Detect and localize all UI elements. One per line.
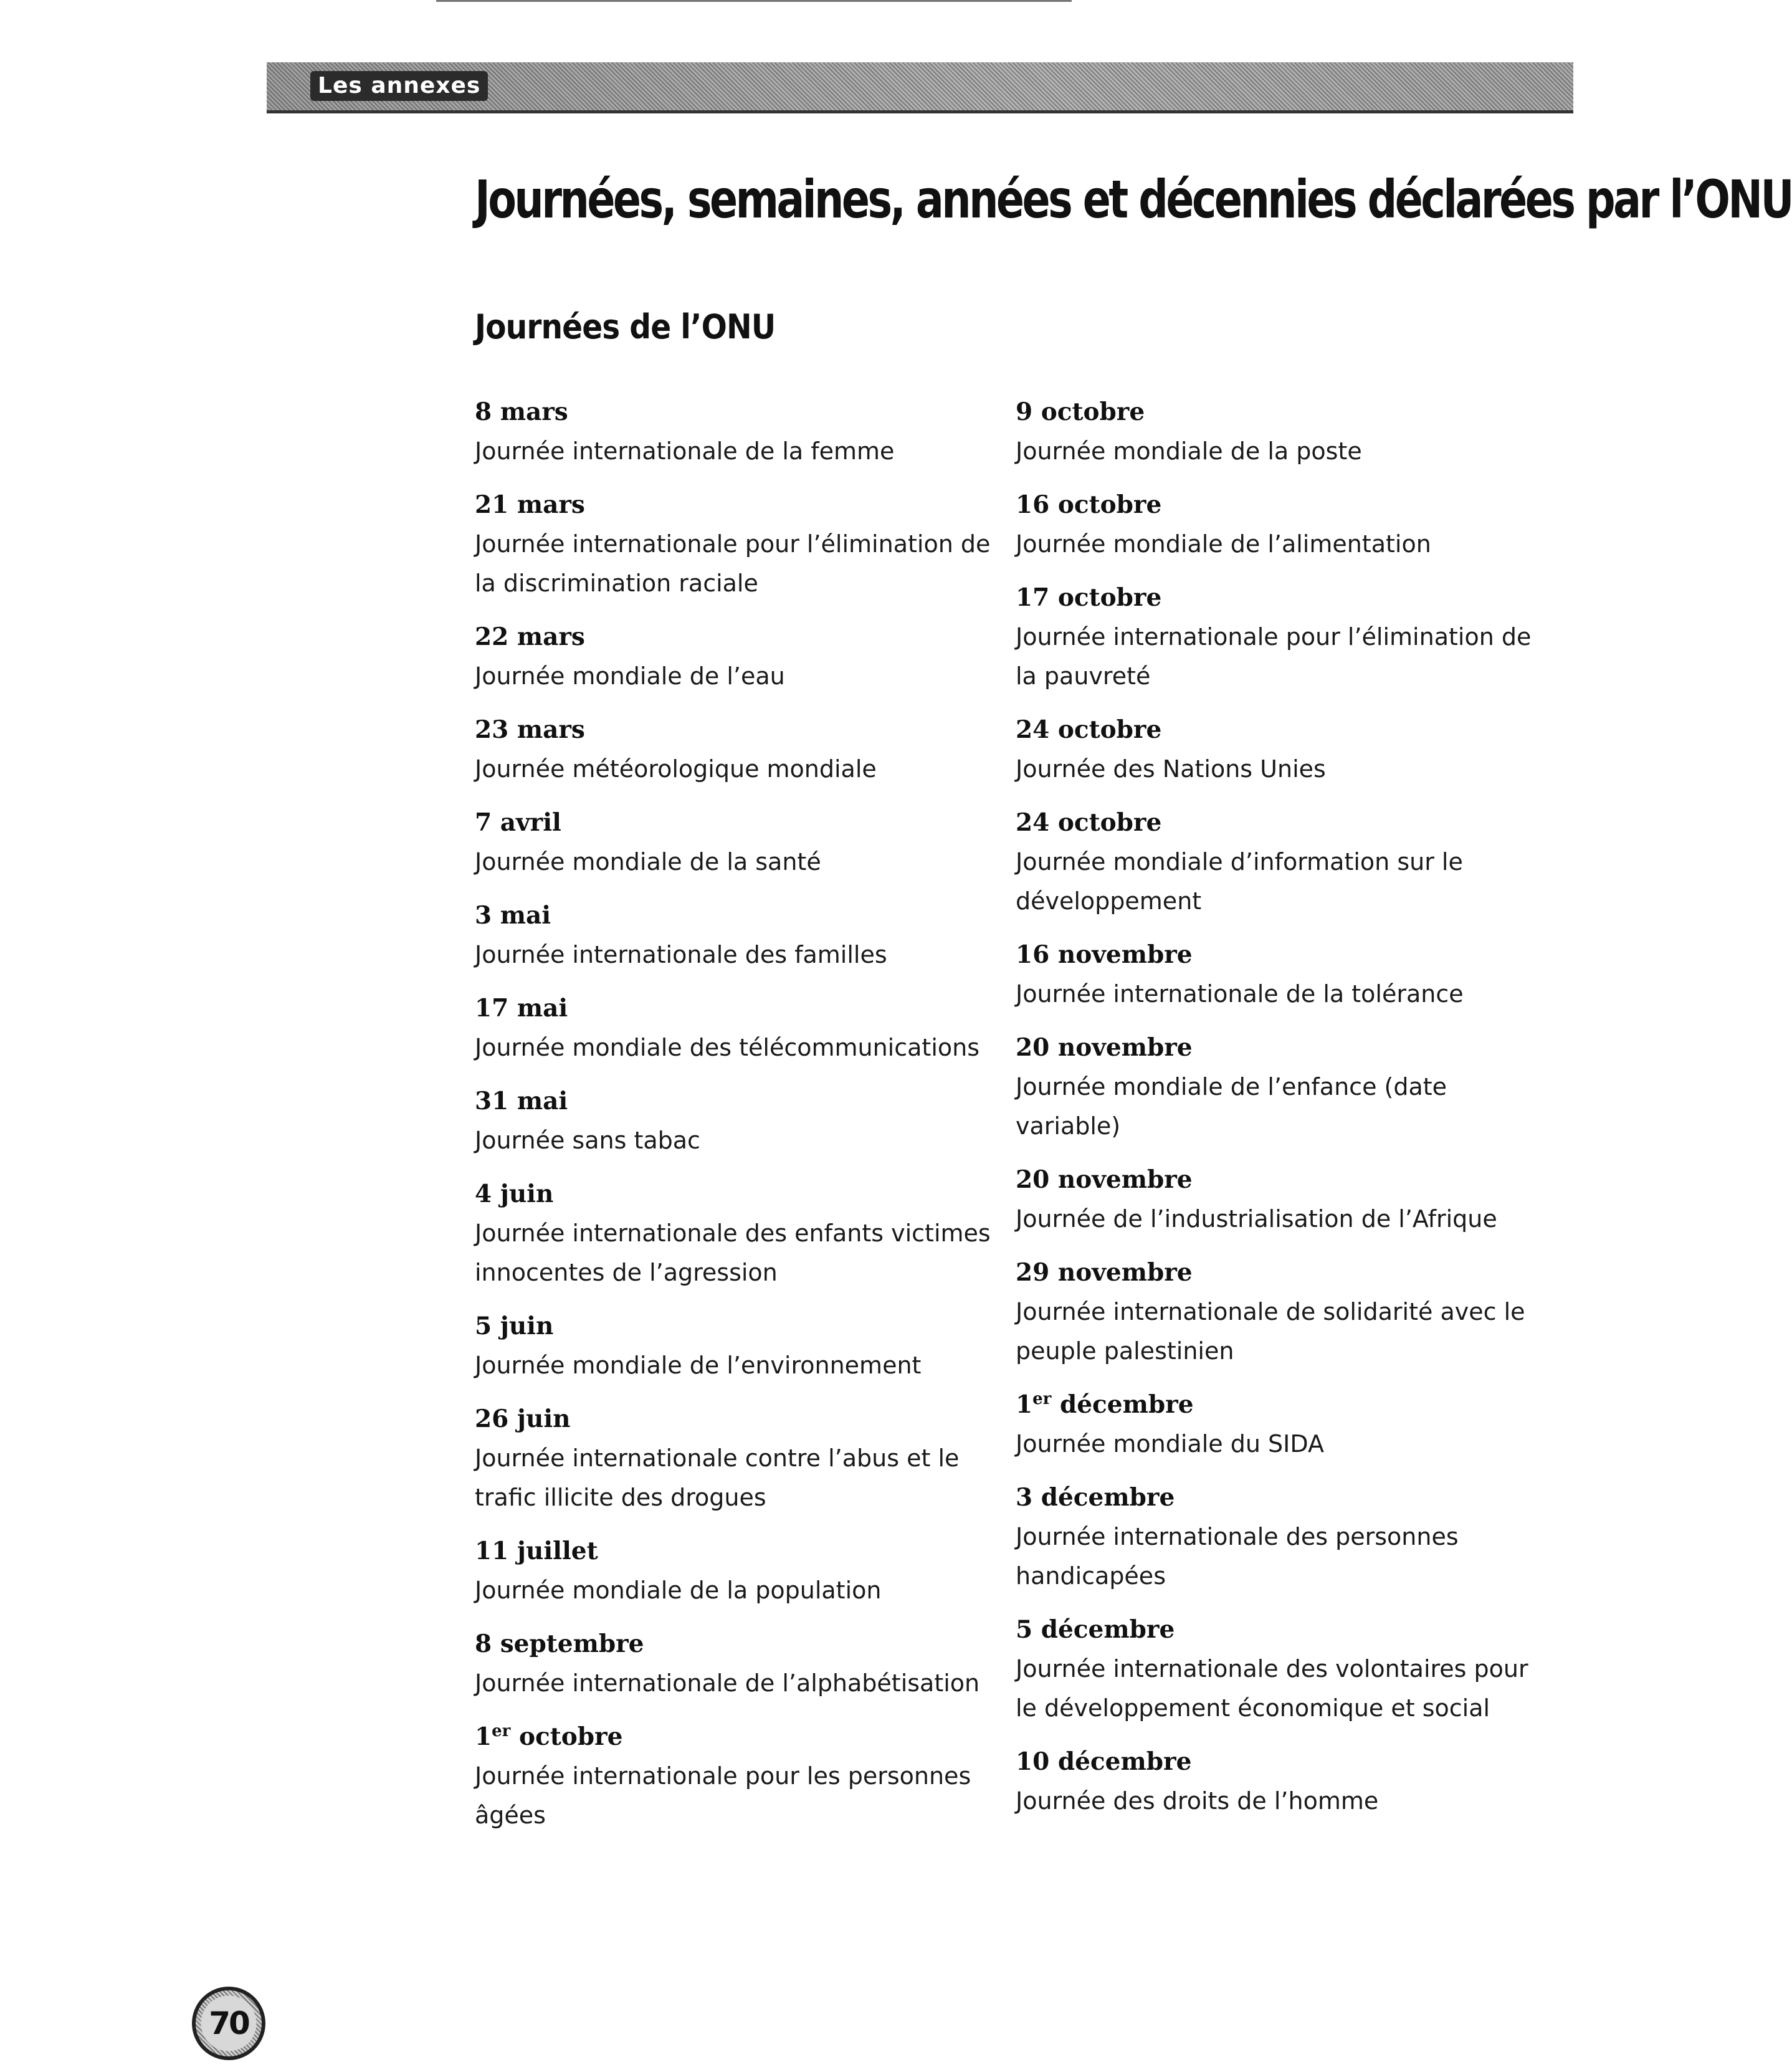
entry-name: Journée internationale de la femme xyxy=(475,437,895,465)
entry-name: Journée mondiale d’information sur le développement xyxy=(1016,848,1463,915)
list-item xyxy=(1016,578,1551,696)
entry-day: 26 juin xyxy=(475,1405,571,1433)
section-label: Les annexes xyxy=(310,71,488,101)
entry-name: Journée mondiale du SIDA xyxy=(1016,1430,1324,1458)
page-number-badge xyxy=(192,1987,265,2060)
entry-date xyxy=(475,989,1011,1028)
entry-date xyxy=(475,710,1011,750)
list-item xyxy=(475,1717,1011,1835)
entry-name: Journée internationale pour l’élimination de la discrimination raciale xyxy=(475,530,991,597)
entry-date xyxy=(1016,803,1551,843)
list-item xyxy=(475,1532,1011,1610)
page-title: Journées, semaines, années et décennies déclarées par l’ONU xyxy=(475,169,1792,230)
entry-date xyxy=(475,803,1011,843)
list-item xyxy=(475,1307,1011,1385)
entry-date xyxy=(475,485,1011,525)
entry-month: décembre xyxy=(1051,1390,1194,1419)
list-item xyxy=(475,1175,1011,1292)
entry-day: 3 mai xyxy=(475,901,551,930)
entry-day: 8 mars xyxy=(475,398,568,426)
entry-name: Journée internationale des familles xyxy=(475,941,887,968)
entry-day-ordinal: er xyxy=(1032,1390,1052,1408)
entry-name: Journée de l’industrialisation de l’Afrique xyxy=(1016,1205,1497,1233)
entry-day: 5 juin xyxy=(475,1312,554,1340)
entry-name: Journée mondiale de la poste xyxy=(1016,437,1362,465)
list-item xyxy=(1016,1028,1551,1146)
entry-name: Journée mondiale de l’alimentation xyxy=(1016,530,1431,558)
entry-day-ordinal: er xyxy=(492,1722,511,1740)
entry-day: 17 mai xyxy=(475,994,568,1023)
list-item xyxy=(475,1625,1011,1703)
entry-name: Journée des Nations Unies xyxy=(1016,755,1326,783)
list-item xyxy=(1016,710,1551,789)
entry-day: 24 octobre xyxy=(1016,715,1162,744)
list-item xyxy=(475,989,1011,1067)
list-item xyxy=(1016,803,1551,921)
entry-date xyxy=(1016,393,1551,432)
entry-date xyxy=(475,1717,1011,1757)
entry-name: Journée des droits de l’homme xyxy=(1016,1787,1379,1815)
list-item xyxy=(1016,1253,1551,1371)
entry-day: 1 xyxy=(1016,1390,1033,1419)
entry-name: Journée internationale des enfants victimes innocentes de l’agression xyxy=(475,1220,991,1286)
entry-date xyxy=(1016,578,1551,618)
entry-day: 4 juin xyxy=(475,1180,554,1208)
entry-name: Journée mondiale de la population xyxy=(475,1577,882,1604)
page-number: 70 xyxy=(209,2005,249,2041)
entry-day: 16 novembre xyxy=(1016,940,1193,969)
list-item xyxy=(1016,1160,1551,1239)
entry-name: Journée internationale contre l’abus et le trafic illicite des drogues xyxy=(475,1444,960,1511)
entry-date xyxy=(475,1400,1011,1439)
entry-day: 10 décembre xyxy=(1016,1747,1192,1776)
list-item xyxy=(475,896,1011,975)
entry-name: Journée sans tabac xyxy=(475,1127,700,1154)
left-column xyxy=(475,393,1011,1850)
list-item xyxy=(1016,393,1551,471)
entry-name: Journée météorologique mondiale xyxy=(475,755,877,783)
list-item xyxy=(1016,1742,1551,1821)
entry-day: 11 juillet xyxy=(475,1537,598,1565)
entry-date xyxy=(475,1082,1011,1121)
entry-date xyxy=(475,1175,1011,1214)
entry-date xyxy=(1016,1160,1551,1200)
entry-name: Journée internationale de solidarité avec le peuple palestinien xyxy=(1016,1298,1525,1365)
entry-name: Journée internationale des personnes handicapées xyxy=(1016,1523,1459,1590)
entry-date xyxy=(1016,1028,1551,1067)
entry-day: 29 novembre xyxy=(1016,1258,1193,1287)
entry-name: Journée mondiale de l’environnement xyxy=(475,1352,922,1379)
list-item xyxy=(1016,1610,1551,1728)
section-title: Journées de l’ONU xyxy=(475,307,776,346)
entry-day: 23 mars xyxy=(475,715,585,744)
entry-date xyxy=(1016,1478,1551,1517)
entry-day: 20 novembre xyxy=(1016,1165,1193,1194)
list-item xyxy=(475,803,1011,882)
entry-day: 9 octobre xyxy=(1016,398,1145,426)
entry-day: 22 mars xyxy=(475,623,585,651)
entry-date xyxy=(475,1307,1011,1346)
entry-date xyxy=(475,618,1011,657)
entry-date xyxy=(1016,1385,1551,1425)
list-item xyxy=(475,485,1011,603)
list-item xyxy=(475,1082,1011,1160)
entry-day: 20 novembre xyxy=(1016,1033,1193,1062)
entry-date xyxy=(475,896,1011,935)
list-item xyxy=(475,1400,1011,1517)
list-item xyxy=(475,618,1011,696)
list-item xyxy=(1016,1385,1551,1464)
entry-day: 17 octobre xyxy=(1016,583,1162,612)
entry-date xyxy=(1016,1610,1551,1649)
entry-date xyxy=(475,393,1011,432)
entry-date xyxy=(1016,710,1551,750)
entry-date xyxy=(475,1625,1011,1664)
list-item xyxy=(475,393,1011,471)
entry-month: octobre xyxy=(510,1722,623,1751)
entry-day: 8 septembre xyxy=(475,1630,644,1658)
entry-day: 31 mai xyxy=(475,1087,568,1115)
entry-date xyxy=(1016,485,1551,525)
entry-name: Journée mondiale des télécommunications xyxy=(475,1034,980,1061)
entry-name: Journée internationale de la tolérance xyxy=(1016,980,1464,1008)
entry-day: 5 décembre xyxy=(1016,1615,1175,1644)
entry-name: Journée mondiale de l’enfance (date variable) xyxy=(1016,1073,1447,1140)
entry-date xyxy=(1016,1742,1551,1782)
entry-day: 21 mars xyxy=(475,490,585,519)
entry-day: 1 xyxy=(475,1722,492,1751)
section-header-band xyxy=(267,62,1573,113)
entry-date xyxy=(1016,935,1551,975)
list-item xyxy=(1016,485,1551,564)
entry-name: Journée internationale des volontaires pour le développement économique et social xyxy=(1016,1655,1528,1722)
list-item xyxy=(1016,1478,1551,1596)
entry-day: 24 octobre xyxy=(1016,808,1162,837)
entry-day: 3 décembre xyxy=(1016,1483,1175,1512)
top-rule xyxy=(436,0,1072,2)
entry-day: 7 avril xyxy=(475,808,561,837)
right-column xyxy=(1016,393,1551,1835)
entry-name: Journée mondiale de la santé xyxy=(475,848,821,876)
entry-day: 16 octobre xyxy=(1016,490,1162,519)
entry-name: Journée internationale de l’alphabétisation xyxy=(475,1669,980,1697)
entry-name: Journée mondiale de l’eau xyxy=(475,662,785,690)
list-item xyxy=(475,710,1011,789)
entry-name: Journée internationale pour les personnes âgées xyxy=(475,1762,971,1829)
entry-date xyxy=(475,1532,1011,1571)
list-item xyxy=(1016,935,1551,1014)
entry-name: Journée internationale pour l’élimination de la pauvreté xyxy=(1016,623,1532,690)
entry-date xyxy=(1016,1253,1551,1292)
